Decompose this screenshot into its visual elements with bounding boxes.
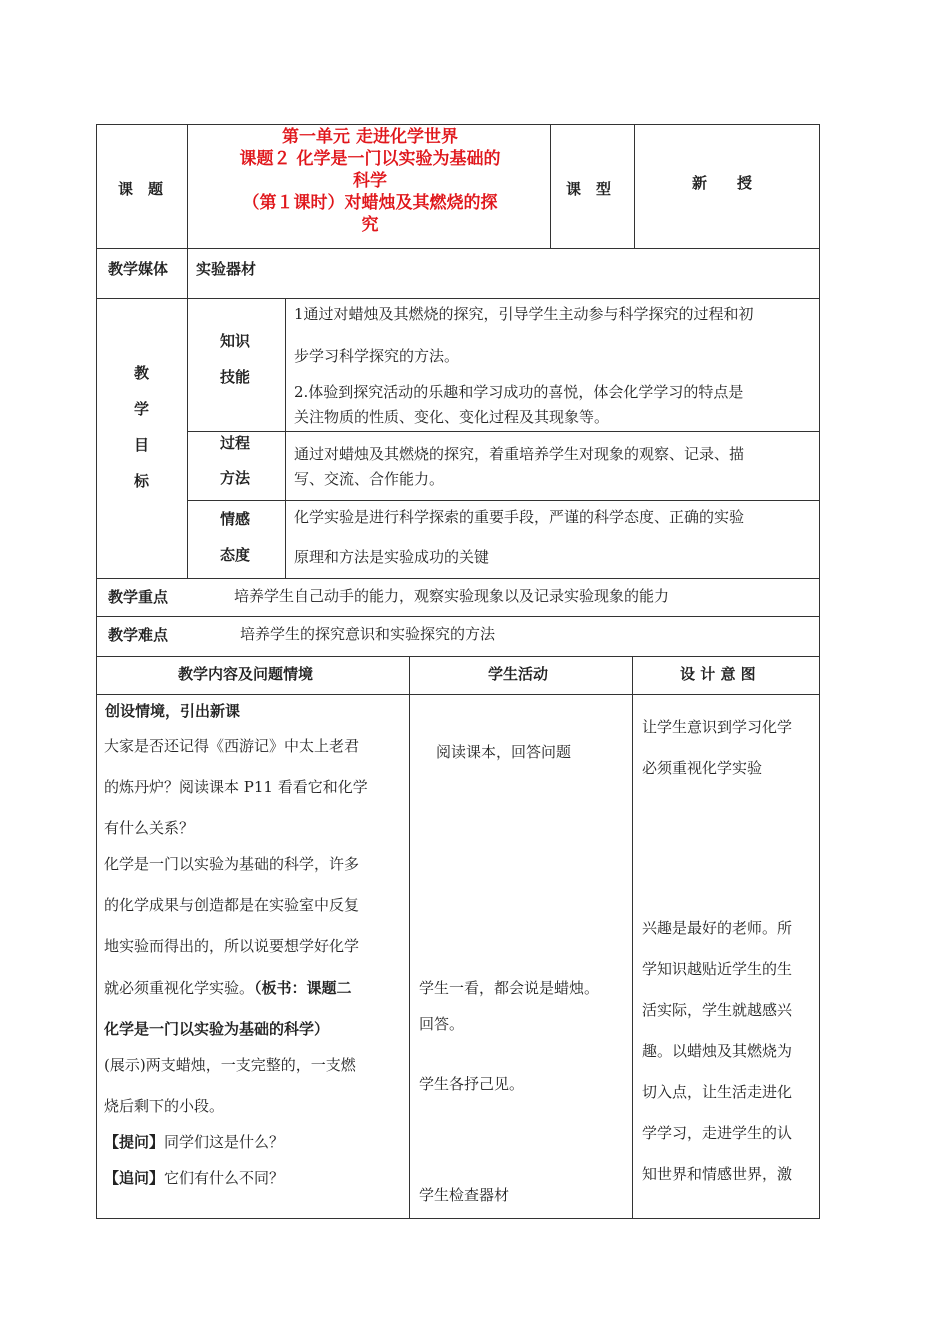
question-line xyxy=(104,1131,284,1152)
col-divider xyxy=(634,124,635,248)
intent-text: 学学习，走进学生的认 xyxy=(642,1124,793,1142)
table-border-right xyxy=(819,124,820,1218)
topic-label: 课 题 xyxy=(118,180,164,198)
difficulty-value: 培养学生的探究意识和实验探究的方法 xyxy=(240,625,496,643)
column-header-activity: 学生活动 xyxy=(488,665,549,683)
row-divider xyxy=(96,656,820,657)
question-tag: 【提问】 xyxy=(104,1133,165,1151)
intent-text: 必须重视化学实验 xyxy=(642,759,763,777)
content-line: 烧后剩下的小段。 xyxy=(104,1097,225,1115)
activity-text: 回答。 xyxy=(419,1015,465,1033)
intent-text: 趣。以蜡烛及其燃烧为 xyxy=(642,1042,793,1060)
column-header-content: 教学内容及问题情境 xyxy=(178,665,314,683)
title-line: 科学 xyxy=(353,171,387,191)
media-label: 教学媒体 xyxy=(108,260,169,278)
objectives-label-char: 目 xyxy=(134,436,150,454)
objectives-label-char: 教 xyxy=(134,364,150,382)
question-line xyxy=(104,1167,284,1188)
question-tag: 【追问】 xyxy=(104,1169,165,1187)
content-heading: 创设情境，引出新课 xyxy=(105,702,241,720)
difficulty-label: 教学难点 xyxy=(108,626,169,644)
intent-text: 知世界和情感世界，激 xyxy=(642,1165,793,1183)
col-divider xyxy=(409,656,410,1218)
col-divider xyxy=(632,656,633,1218)
title-line: 究 xyxy=(361,215,379,235)
col-divider xyxy=(285,298,286,578)
row-divider xyxy=(187,431,820,432)
process-text: 通过对蜡烛及其燃烧的探究，着重培养学生对现象的观察、记录、描 xyxy=(294,445,745,463)
intent-text: 活实际，学生就越感兴 xyxy=(642,1001,793,1019)
type-value: 新 授 xyxy=(692,174,753,192)
emotion-text: 原理和方法是实验成功的关键 xyxy=(294,548,490,566)
intent-text: 兴趣是最好的老师。所 xyxy=(642,919,793,937)
activity-text: 学生检查器材 xyxy=(419,1186,510,1204)
intent-text: 让学生意识到学习化学 xyxy=(642,718,793,736)
content-line: 大家是否还记得《西游记》中太上老君 xyxy=(104,737,360,755)
content-line: (展示)两支蜡烛，一支完整的，一支燃 xyxy=(104,1056,356,1074)
emotion-text: 化学实验是进行科学探索的重要手段，严谨的科学态度、正确的实验 xyxy=(294,508,745,526)
title-line: （第１课时）对蜡烛及其燃烧的探 xyxy=(242,193,498,213)
col-divider xyxy=(187,124,188,578)
media-value: 实验器材 xyxy=(196,260,257,278)
row-divider xyxy=(96,578,820,579)
knowledge-text: 关注物质的性质、变化、变化过程及其现象等。 xyxy=(294,408,610,426)
row-divider xyxy=(96,616,820,617)
activity-text: 学生各抒己见。 xyxy=(419,1075,525,1093)
content-line-mixed xyxy=(104,977,352,998)
knowledge-text: 步学习科学探究的方法。 xyxy=(294,347,460,365)
table-border-bottom xyxy=(96,1218,820,1219)
question-text: 同学们这是什么？ xyxy=(164,1133,285,1151)
activity-text: 学生一看，都会说是蜡烛。 xyxy=(419,979,600,997)
title-line: 课题２ 化学是一门以实验为基础的 xyxy=(239,149,501,169)
process-label: 过程 xyxy=(220,434,251,452)
content-line: 有什么关系？ xyxy=(104,819,195,837)
key-point-value: 培养学生自己动手的能力，观察实验现象以及记录实验现象的能力 xyxy=(234,587,670,605)
column-header-intent: 设 计 意 图 xyxy=(680,665,756,683)
col-divider xyxy=(550,124,551,248)
process-label: 方法 xyxy=(220,469,251,487)
content-line: 的化学成果与创造都是在实验室中反复 xyxy=(104,896,360,914)
process-text: 写、交流、合作能力。 xyxy=(294,470,445,488)
row-divider xyxy=(96,694,820,695)
objectives-label-char: 标 xyxy=(134,472,150,490)
row-divider xyxy=(96,298,820,299)
title-line: 第一单元 走进化学世界 xyxy=(282,127,458,147)
row-divider xyxy=(187,500,820,501)
content-line: 的炼丹炉？阅读课本 P11 看看它和化学 xyxy=(104,778,368,796)
emotion-label: 情感 xyxy=(220,510,251,528)
objectives-label-char: 学 xyxy=(134,400,150,418)
blackboard-note: 化学是一门以实验为基础的科学） xyxy=(104,1020,330,1038)
knowledge-label: 技能 xyxy=(220,368,251,386)
key-point-label: 教学重点 xyxy=(108,588,169,606)
row-divider xyxy=(96,248,820,249)
type-label: 课 型 xyxy=(566,180,612,198)
lesson-title xyxy=(190,126,550,236)
table-border-top xyxy=(96,124,820,125)
knowledge-label: 知识 xyxy=(220,332,251,350)
content-text: 就必须重视化学实验。 xyxy=(104,979,255,997)
knowledge-text: 2.体验到探究活动的乐趣和学习成功的喜悦，体会化学学习的特点是 xyxy=(294,383,744,401)
intent-text: 切入点，让生活走进化 xyxy=(642,1083,793,1101)
knowledge-text: 1通过对蜡烛及其燃烧的探究，引导学生主动参与科学探究的过程和初 xyxy=(294,305,754,323)
table-border-left xyxy=(96,124,97,1218)
activity-text: 阅读课本，回答问题 xyxy=(436,743,572,761)
intent-text: 学知识越贴近学生的生 xyxy=(642,960,793,978)
content-line: 地实验而得出的，所以说要想学好化学 xyxy=(104,937,360,955)
blackboard-note: （板书：课题二 xyxy=(254,979,352,997)
content-line: 化学是一门以实验为基础的科学，许多 xyxy=(104,855,360,873)
question-text: 它们有什么不同？ xyxy=(164,1169,285,1187)
emotion-label: 态度 xyxy=(220,546,251,564)
